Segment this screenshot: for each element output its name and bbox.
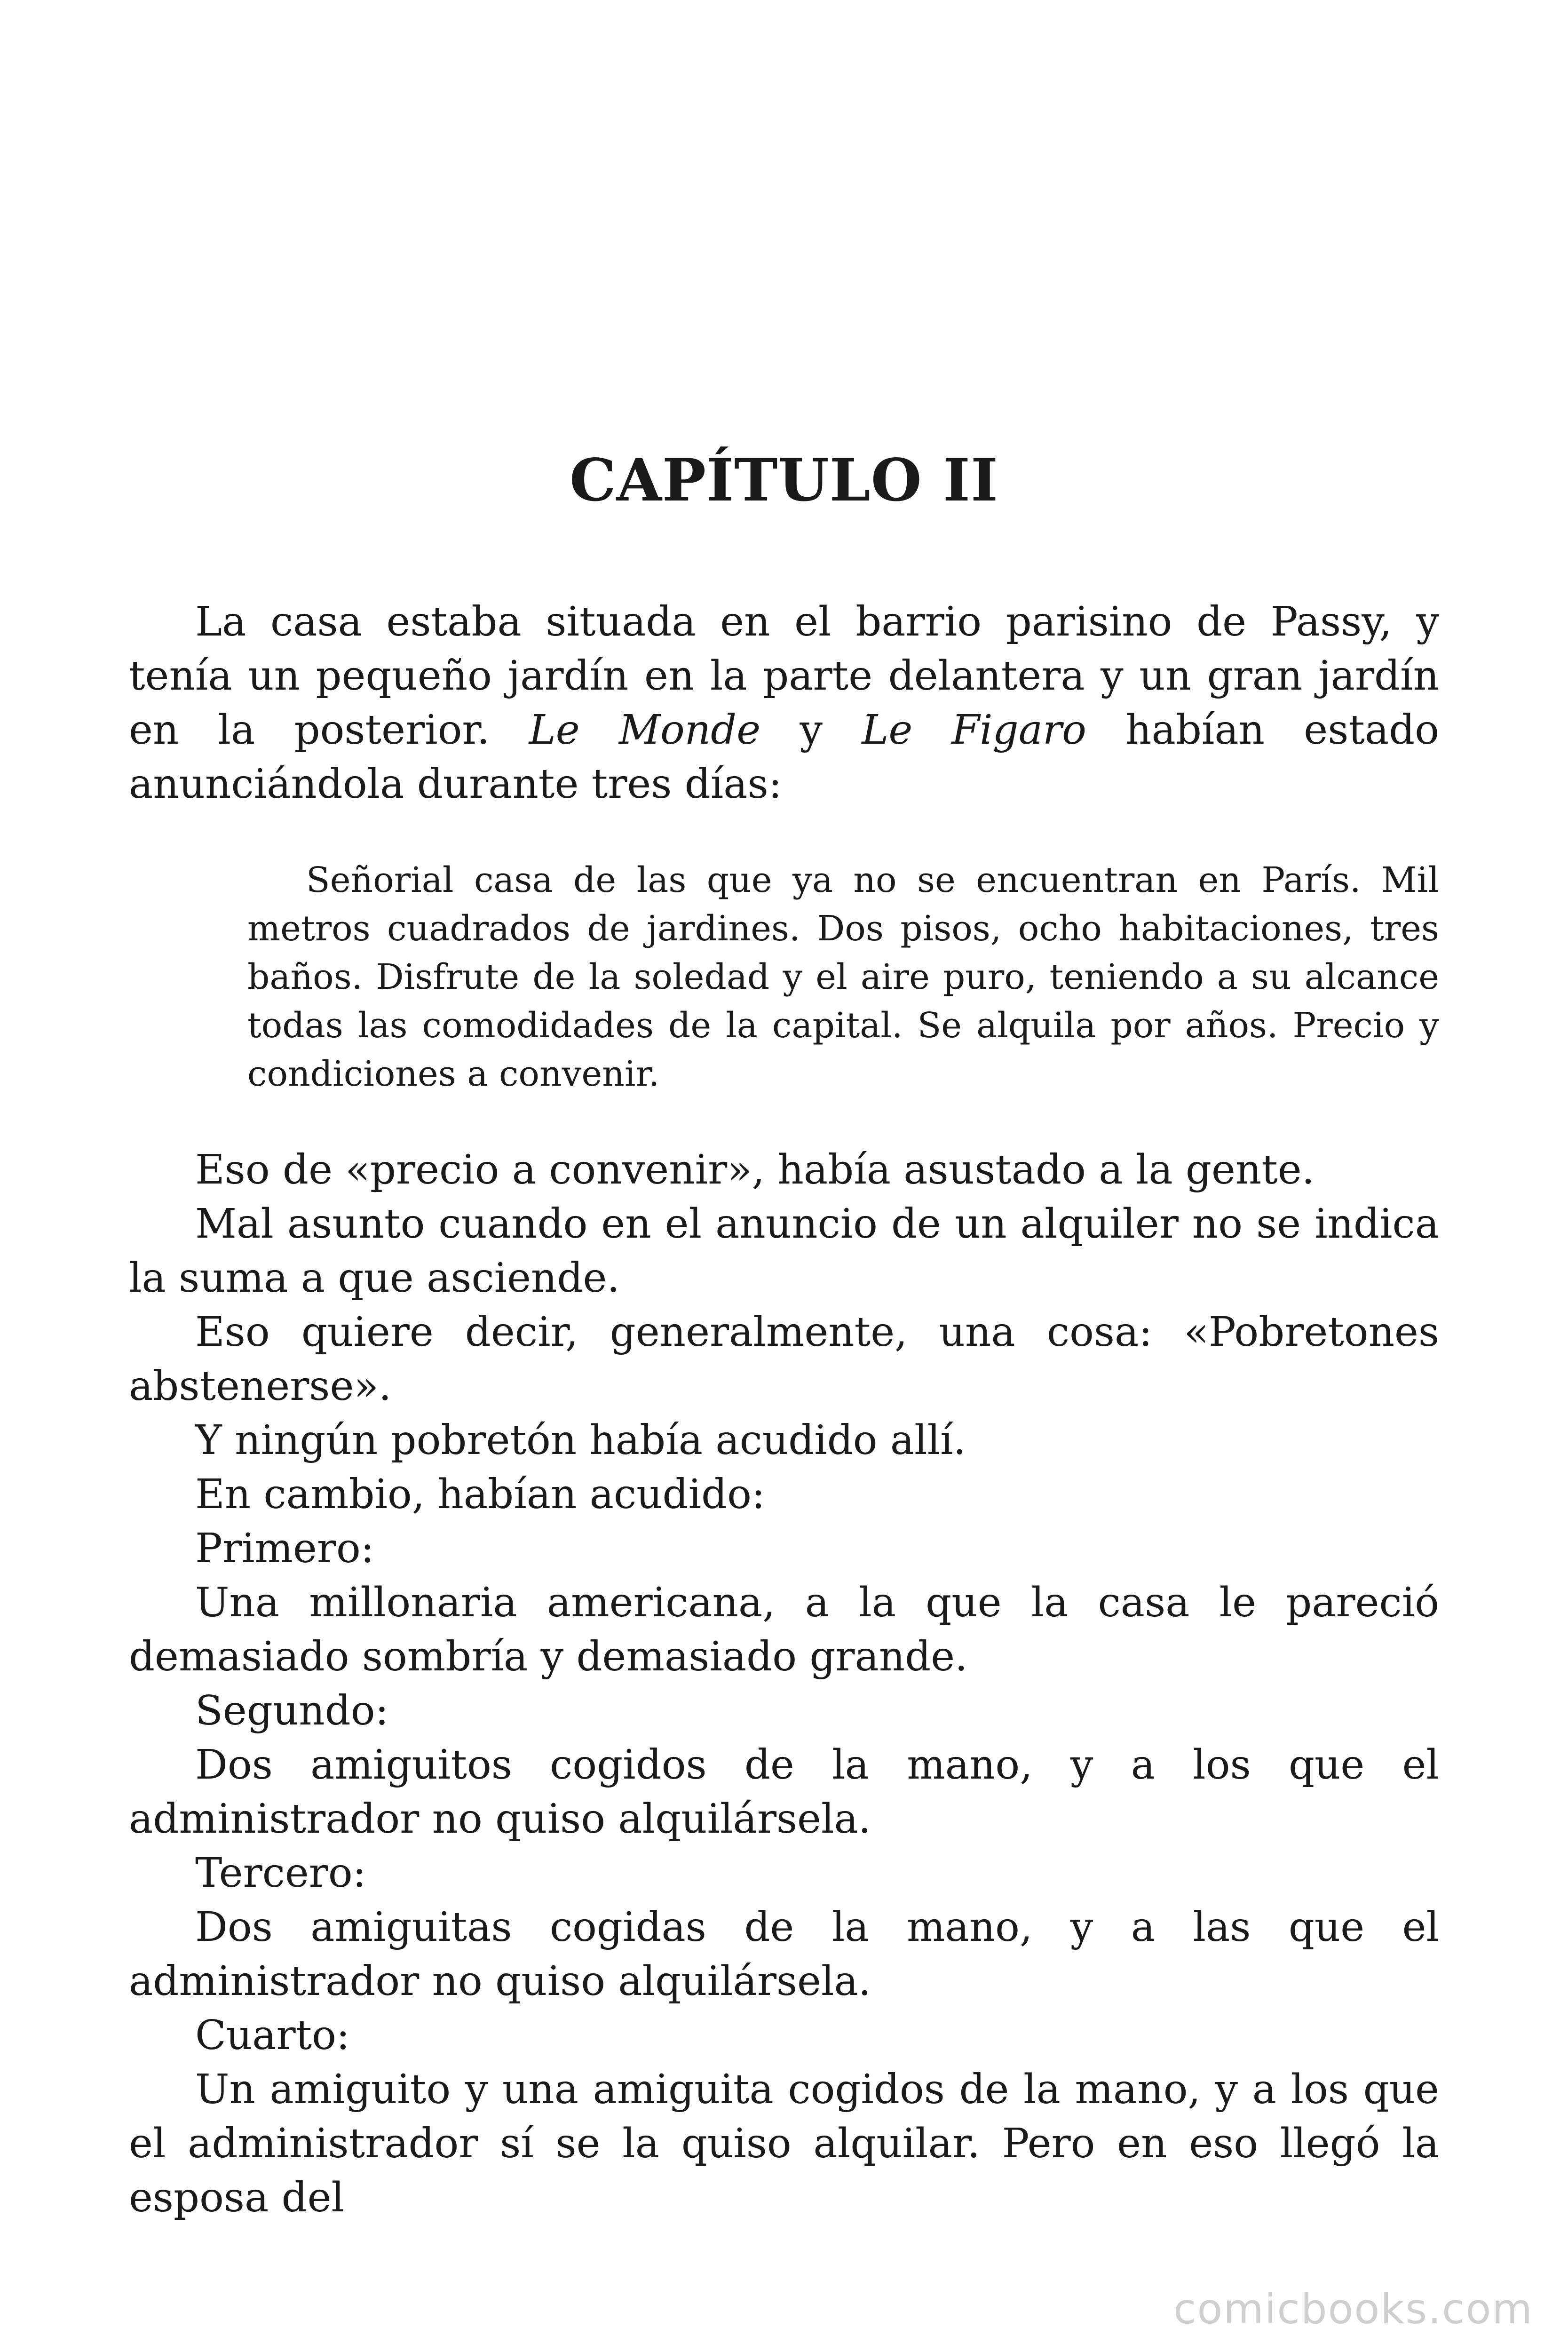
paragraph: Segundo: [195, 1687, 389, 1734]
advertisement-quote [247, 856, 1439, 1098]
paragraph: Cuarto: [195, 2012, 350, 2059]
paragraph: Tercero: [195, 1850, 366, 1897]
newspaper-title-le-monde: Le Monde [529, 707, 761, 754]
paragraph: En cambio, habían acudido: [195, 1471, 765, 1518]
paragraph: Y ningún pobretón había acudido allí. [195, 1417, 966, 1464]
quote-text: Señorial casa de las que ya no se encuentran en París. Mil metros cuadrados de jardines. Dos pisos, ocho habitaciones, tres baños. Disfrute de la soledad y el aire puro, teniendo a su alcance todas las comodidades de la capital. Se alquila por años. Precio y condiciones a convenir. [247, 860, 1439, 1094]
newspaper-title-le-figaro: Le Figaro [862, 707, 1086, 754]
paragraph: Dos amiguitos cogidos de la mano, y a los que el administrador no quiso alquilársela. [129, 1741, 1439, 1843]
paragraph: Dos amiguitas cogidas de la mano, y a las que el administrador no quiso alquilársela. [129, 1904, 1439, 2005]
chapter-text [129, 595, 1439, 2225]
paragraph: Un amiguito y una amiguita cogidos de la mano, y a los que el administrador sí se la quiso alquilar. Pero en eso llegó la esposa del [129, 2066, 1439, 2221]
paragraph: Eso quiere decir, generalmente, una cosa: «Pobretones abstenerse». [129, 1309, 1439, 1410]
paragraph: Mal asunto cuando en el anuncio de un alquiler no se indica la suma a que asciende. [129, 1200, 1439, 1302]
paragraph-intro: La casa estaba situada en el barrio parisino de Passy, y tenía un pequeño jardín en la parte delantera y un gran jardín en la posterior. Le Monde y Le Figaro habían estado anunciándola durante tres días: [129, 598, 1439, 808]
chapter-title: CAPÍTULO II [570, 446, 998, 515]
paragraph: Una millonaria americana, a la que la casa le pareció demasiado sombría y demasiado grande. [129, 1579, 1439, 1680]
paragraph: Primero: [195, 1525, 374, 1572]
watermark: comicbooks.com [1173, 2285, 1533, 2333]
paragraph: Eso de «precio a convenir», había asustado a la gente. [195, 1146, 1315, 1193]
